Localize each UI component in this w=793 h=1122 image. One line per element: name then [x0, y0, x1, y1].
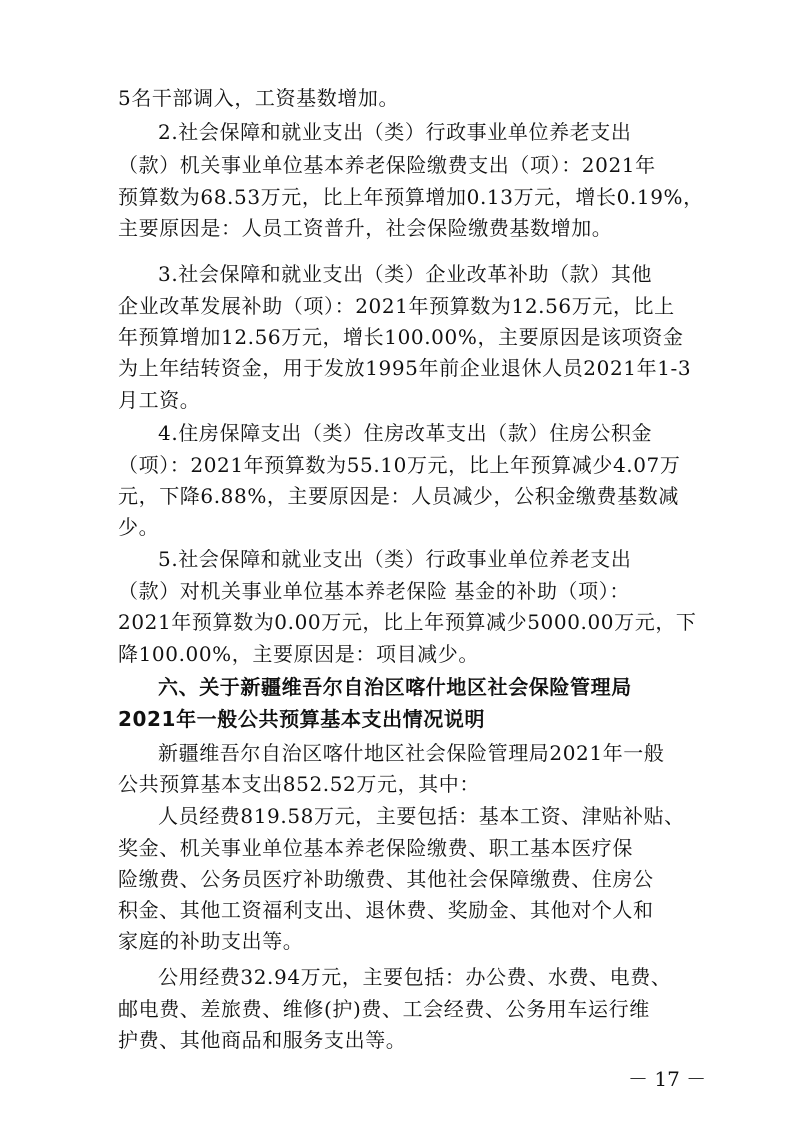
paragraph-line: 邮电费、差旅费、维修(护)费、工会经费、公务用车运行维 [118, 997, 650, 1021]
paragraph-line: 预算数为68.53万元，比上年预算增加0.13万元，增长0.19%， [118, 185, 704, 209]
paragraph-line: 人员经费819.58万元，主要包括：基本工资、津贴补贴、 [158, 804, 685, 828]
paragraph-line: 年预算增加12.56万元，增长100.00%，主要原因是该项资金 [118, 325, 684, 349]
section-heading: 六、关于新疆维吾尔自治区喀什地区社会保险管理局 [158, 675, 632, 699]
paragraph-line: 降100.00%，主要原因是：项目减少。 [118, 642, 479, 666]
paragraph-line: 新疆维吾尔自治区喀什地区社会保险管理局2021年一般 [158, 741, 665, 765]
paragraph-line: （项）：2021年预算数为55.10万元，比上年预算减少4.07万 [118, 453, 681, 477]
paragraph-line: 企业改革发展补助（项）：2021年预算数为12.56万元，比上 [118, 294, 675, 318]
paragraph-line: 2.社会保障和就业支出（类）行政事业单位养老支出 [158, 120, 632, 144]
paragraph-line: （款）对机关事业单位基本养老保险 基金的补助（项）： [118, 579, 630, 603]
page-number: － 17 － [628, 1067, 707, 1091]
paragraph-line: 奖金、机关事业单位基本养老保险缴费、职工基本医疗保 [118, 836, 633, 860]
paragraph-line: （款）机关事业单位基本养老保险缴费支出（项）：2021年 [118, 153, 656, 177]
paragraph-line: 主要原因是：人员工资普升，社会保险缴费基数增加。 [118, 216, 613, 240]
section-heading: 2021年一般公共预算基本支出情况说明 [118, 707, 486, 731]
paragraph-line: 5.社会保障和就业支出（类）行政事业单位养老支出 [158, 547, 632, 571]
paragraph-line: 5名干部调入，工资基数增加。 [118, 86, 400, 110]
paragraph-line: 家庭的补助支出等。 [118, 929, 304, 953]
paragraph-line: 元，下降6.88%，主要原因是：人员减少，公积金缴费基数减 [118, 484, 679, 508]
paragraph-line: 公用经费32.94万元，主要包括：办公费、水费、电费、 [158, 965, 672, 989]
paragraph-line: 险缴费、公务员医疗补助缴费、其他社会保障缴费、住房公 [118, 867, 654, 891]
paragraph-line: 月工资。 [118, 388, 201, 412]
paragraph-line: 公共预算基本支出852.52万元，其中： [118, 772, 480, 796]
paragraph-line: 为上年结转资金，用于发放1995年前企业退休人员2021年1-3 [118, 356, 692, 380]
paragraph-line: 护费、其他商品和服务支出等。 [118, 1028, 407, 1052]
paragraph-line: 3.社会保障和就业支出（类）企业改革补助（款）其他 [158, 262, 653, 286]
paragraph-line: 2021年预算数为0.00万元，比上年预算减少5000.00万元，下 [118, 610, 697, 634]
paragraph-line: 4.住房保障支出（类）住房改革支出（款）住房公积金 [158, 421, 653, 445]
paragraph-line: 少。 [118, 515, 160, 539]
paragraph-line: 积金、其他工资福利支出、退休费、奖励金、其他对个人和 [118, 898, 654, 922]
